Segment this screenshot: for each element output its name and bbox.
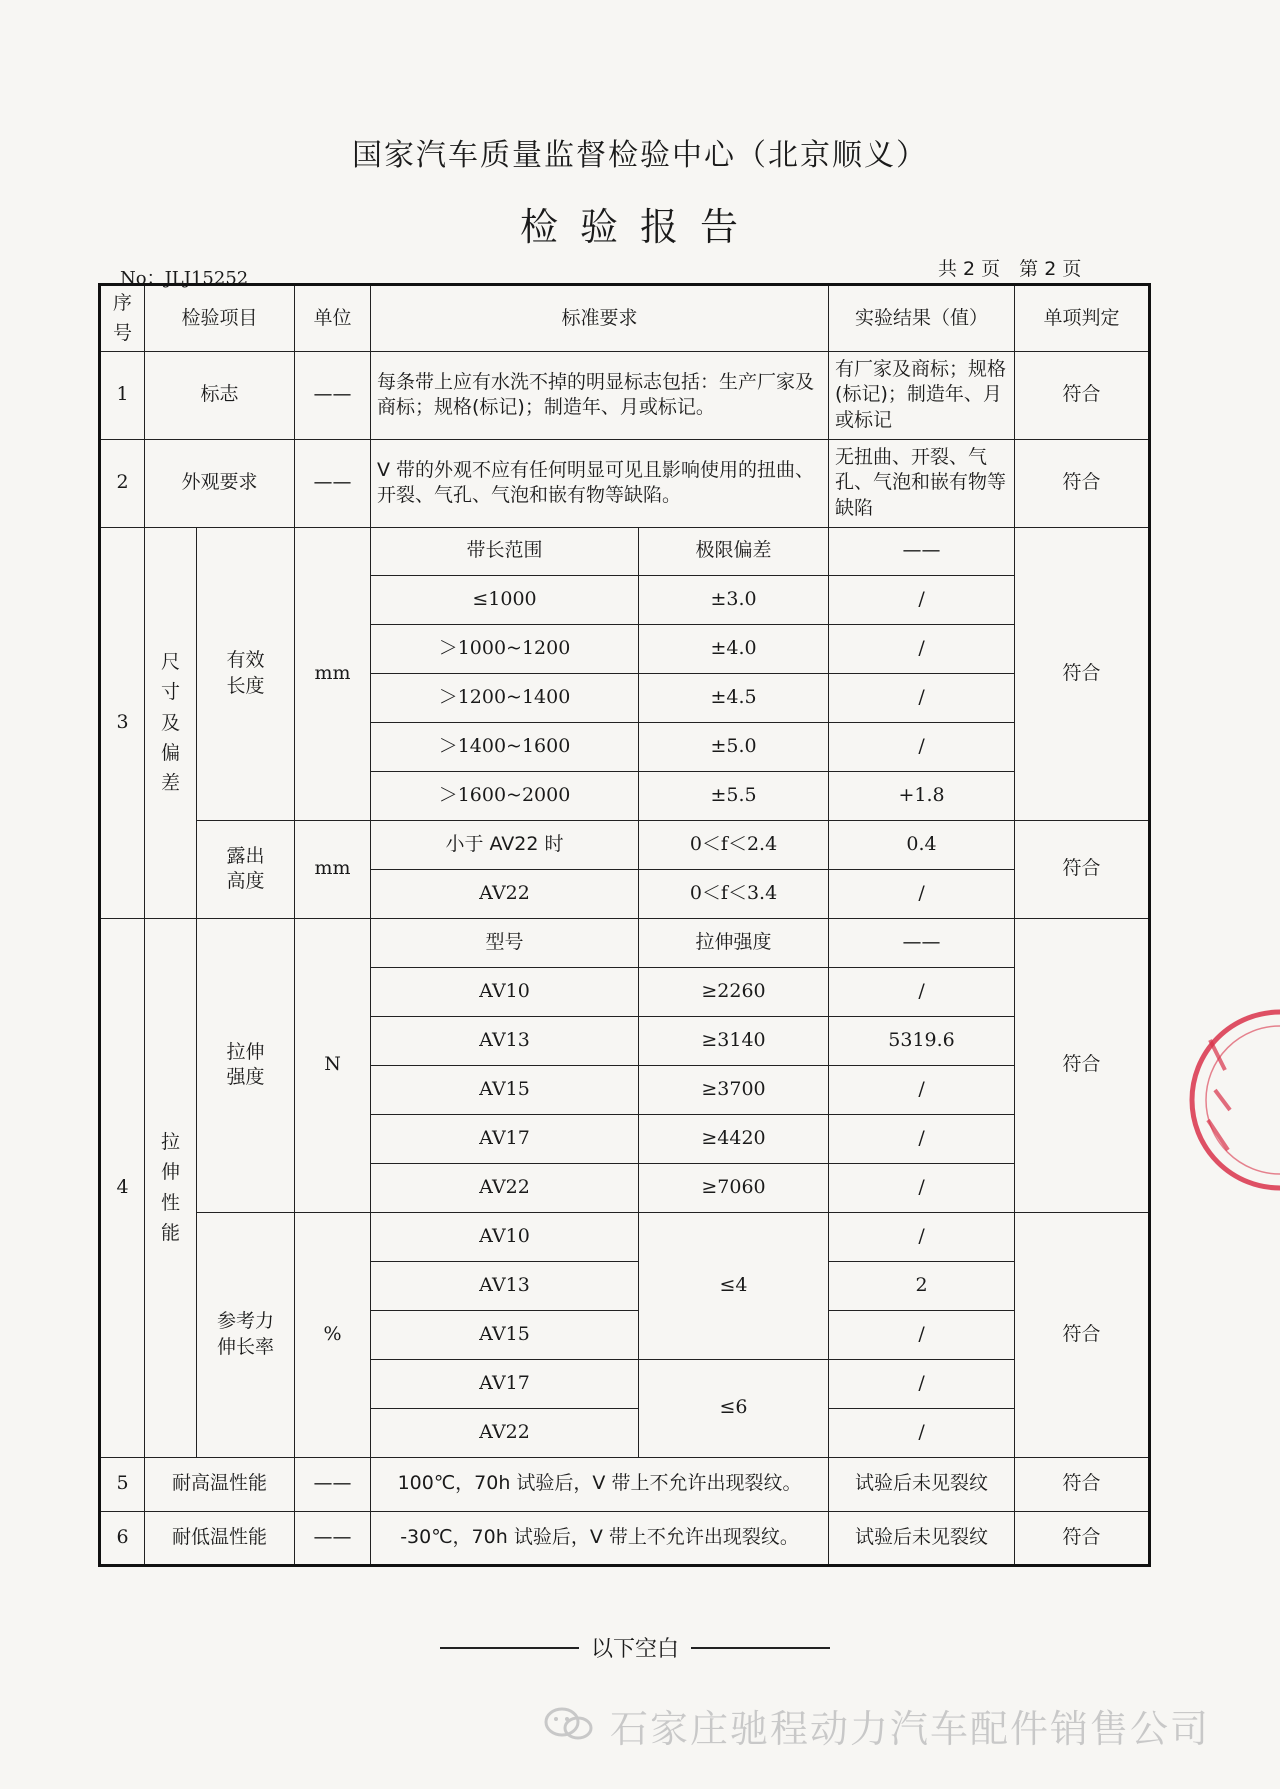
tensile-req: ≥4420 <box>639 1114 829 1163</box>
elong-model: AV22 <box>371 1408 639 1457</box>
row2-unit: —— <box>295 439 371 527</box>
row5-unit: —— <box>295 1457 371 1511</box>
tensile-req: ≥2260 <box>639 967 829 1016</box>
row4-col-a: 型号 <box>371 918 639 967</box>
row1-verdict: 符合 <box>1015 351 1150 439</box>
blank-below-text: 以下空白 <box>591 1637 680 1662</box>
row4-seq: 4 <box>100 918 145 1457</box>
header-result: 实验结果（值） <box>829 285 1015 352</box>
tensile-req: ≥7060 <box>639 1163 829 1212</box>
len-range: ＞1400~1600 <box>371 722 639 771</box>
row4-sub1-name: 拉伸强度 <box>197 918 295 1212</box>
row1-result: 有厂家及商标；规格(标记)；制造年、月或标记 <box>829 351 1015 439</box>
height-range: 小于 AV22 时 <box>371 820 639 869</box>
row4-col-c: —— <box>829 918 1015 967</box>
divider <box>691 1647 830 1649</box>
row6-standard: -30℃，70h 试验后，V 带上不允许出现裂纹。 <box>371 1511 829 1565</box>
inspection-table <box>98 283 1151 1567</box>
height-req: 0＜f＜2.4 <box>639 820 829 869</box>
org-title: 国家汽车质量监督检验中心（北京顺义） <box>352 138 928 173</box>
row6-result: 试验后未见裂纹 <box>829 1511 1015 1565</box>
table-row <box>100 351 1150 439</box>
tensile-result: / <box>829 1114 1015 1163</box>
elong-model: AV17 <box>371 1359 639 1408</box>
len-result: / <box>829 624 1015 673</box>
elong-req-b: ≤6 <box>639 1359 829 1457</box>
row3-col-c: —— <box>829 527 1015 575</box>
row5-seq: 5 <box>100 1457 145 1511</box>
row3-seq: 3 <box>100 527 145 918</box>
row2-standard: V 带的外观不应有任何明显可见且影响使用的扭曲、开裂、气孔、气泡和嵌有物等缺陷。 <box>371 439 829 527</box>
row1-item: 标志 <box>145 351 295 439</box>
page-info: 共 2 页 第 2 页 <box>938 258 1082 280</box>
elong-req-a: ≤4 <box>639 1212 829 1359</box>
len-range: ＞1600~2000 <box>371 771 639 820</box>
elong-result: / <box>829 1359 1015 1408</box>
tensile-req: ≥3140 <box>639 1016 829 1065</box>
table-row <box>100 1457 1150 1511</box>
table-header-row <box>100 285 1150 352</box>
tensile-model: AV17 <box>371 1114 639 1163</box>
row1-unit: —— <box>295 351 371 439</box>
table-row <box>100 1511 1150 1565</box>
header-seq: 序号 <box>100 285 145 352</box>
tensile-model: AV13 <box>371 1016 639 1065</box>
header-verdict: 单项判定 <box>1015 285 1150 352</box>
row1-seq: 1 <box>100 351 145 439</box>
tensile-req: ≥3700 <box>639 1065 829 1114</box>
tensile-result: / <box>829 967 1015 1016</box>
len-result: / <box>829 575 1015 624</box>
row3-sub2-name: 露出高度 <box>197 820 295 918</box>
row4-sub2-verdict: 符合 <box>1015 1212 1150 1457</box>
len-range: ≤1000 <box>371 575 639 624</box>
height-result: 0.4 <box>829 820 1015 869</box>
row6-seq: 6 <box>100 1511 145 1565</box>
tensile-model: AV15 <box>371 1065 639 1114</box>
row5-verdict: 符合 <box>1015 1457 1150 1511</box>
row3-sub1-verdict: 符合 <box>1015 527 1150 820</box>
tensile-model: AV22 <box>371 1163 639 1212</box>
elong-model: AV13 <box>371 1261 639 1310</box>
row3-sub2-verdict: 符合 <box>1015 820 1150 918</box>
table-row <box>100 1212 1150 1261</box>
row3-sub1-name: 有效长度 <box>197 527 295 820</box>
report-number: No：JLJ15252 <box>120 268 249 289</box>
row2-item: 外观要求 <box>145 439 295 527</box>
elong-result: 2 <box>829 1261 1015 1310</box>
len-dev: ±4.5 <box>639 673 829 722</box>
height-req: 0＜f＜3.4 <box>639 869 829 918</box>
len-dev: ±4.0 <box>639 624 829 673</box>
table-row <box>100 527 1150 575</box>
elong-result: / <box>829 1212 1015 1261</box>
row2-verdict: 符合 <box>1015 439 1150 527</box>
len-result: / <box>829 722 1015 771</box>
divider <box>440 1647 579 1649</box>
len-result: / <box>829 673 1015 722</box>
table-row <box>100 918 1150 967</box>
row2-seq: 2 <box>100 439 145 527</box>
len-range: ＞1000~1200 <box>371 624 639 673</box>
header-standard: 标准要求 <box>371 285 829 352</box>
len-dev: ±3.0 <box>639 575 829 624</box>
report-title: 检验报告 <box>519 205 760 249</box>
height-result: / <box>829 869 1015 918</box>
row4-sub1-verdict: 符合 <box>1015 918 1150 1212</box>
elong-model: AV10 <box>371 1212 639 1261</box>
wechat-icon <box>540 1704 600 1744</box>
tensile-result: / <box>829 1065 1015 1114</box>
tensile-model: AV10 <box>371 967 639 1016</box>
row2-result: 无扭曲、开裂、气孔、气泡和嵌有物等缺陷 <box>829 439 1015 527</box>
height-range: AV22 <box>371 869 639 918</box>
row1-standard: 每条带上应有水洗不掉的明显标志包括：生产厂家及商标；规格(标记)；制造年、月或标记。 <box>371 351 829 439</box>
len-dev: ±5.5 <box>639 771 829 820</box>
tensile-result: / <box>829 1163 1015 1212</box>
len-dev: ±5.0 <box>639 722 829 771</box>
row3-sub1-unit: mm <box>295 527 371 820</box>
row3-group: 尺寸及偏差 <box>145 527 197 918</box>
red-stamp <box>1170 1000 1280 1200</box>
row3-sub2-unit: mm <box>295 820 371 918</box>
elong-model: AV15 <box>371 1310 639 1359</box>
row4-group: 拉伸性能 <box>145 918 197 1457</box>
row5-standard: 100℃，70h 试验后，V 带上不允许出现裂纹。 <box>371 1457 829 1511</box>
blank-below-note <box>440 1632 830 1663</box>
len-range: ＞1200~1400 <box>371 673 639 722</box>
tensile-result: 5319.6 <box>829 1016 1015 1065</box>
row6-unit: —— <box>295 1511 371 1565</box>
row6-verdict: 符合 <box>1015 1511 1150 1565</box>
len-result: +1.8 <box>829 771 1015 820</box>
header-unit: 单位 <box>295 285 371 352</box>
watermark-text: 石家庄驰程动力汽车配件销售公司 <box>610 1707 1211 1751</box>
row5-result: 试验后未见裂纹 <box>829 1457 1015 1511</box>
table-row <box>100 439 1150 527</box>
row4-sub1-unit: N <box>295 918 371 1212</box>
row3-col-a: 带长范围 <box>371 527 639 575</box>
row3-col-b: 极限偏差 <box>639 527 829 575</box>
row4-sub2-name: 参考力伸长率 <box>197 1212 295 1457</box>
row6-item: 耐低温性能 <box>145 1511 295 1565</box>
elong-result: / <box>829 1310 1015 1359</box>
row4-sub2-unit: % <box>295 1212 371 1457</box>
row4-col-b: 拉伸强度 <box>639 918 829 967</box>
elong-result: / <box>829 1408 1015 1457</box>
header-item: 检验项目 <box>145 285 295 352</box>
row5-item: 耐高温性能 <box>145 1457 295 1511</box>
table-row <box>100 820 1150 869</box>
